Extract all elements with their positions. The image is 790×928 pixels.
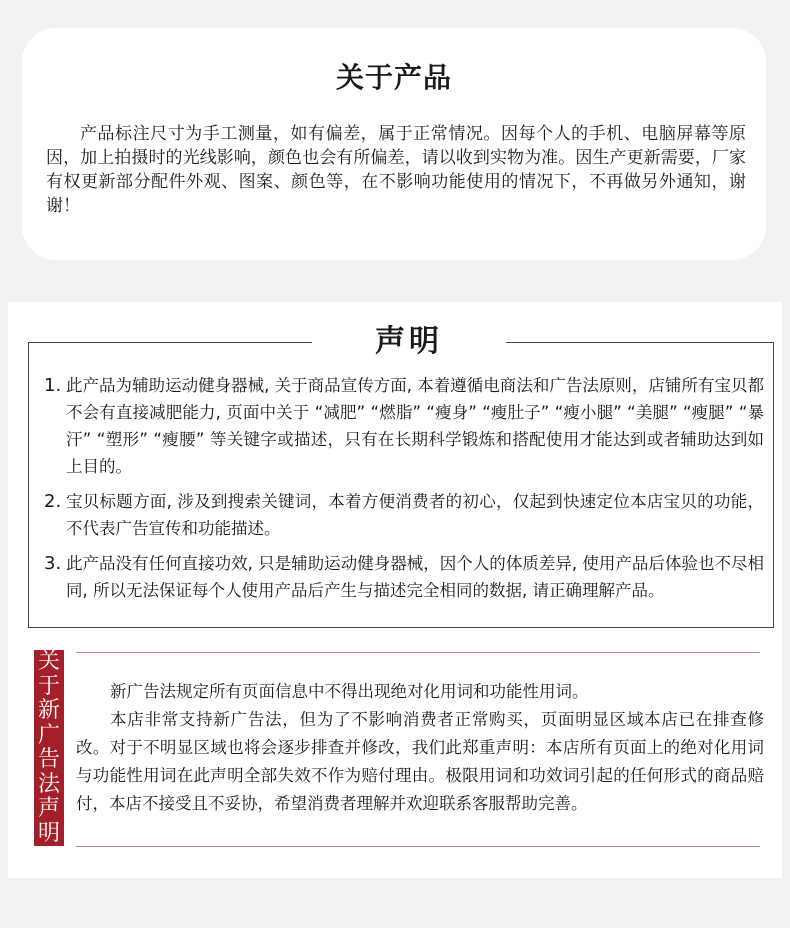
ad-law-divider-top bbox=[76, 652, 760, 653]
list-item bbox=[44, 550, 764, 604]
list-item-text: 此产品没有任何直接功效, 只是辅助运动健身器械，因个人的体质差异, 使用产品后体验也不尽相同, 所以无法保证每个人使用产品后产生与描述完全相同的数据, 请正确理解产品。 bbox=[66, 554, 764, 600]
declaration-frame-top-right bbox=[506, 342, 774, 343]
about-product-body: 产品标注尺寸为手工测量，如有偏差，属于正常情况。因每个人的手机、电脑屏幕等原因，加上拍摄时的光线影响，颜色也会有所偏差，请以收到实物为准。因生产更新需要，厂家有权更新部分配件外观、图案、颜色等，在不影响功能使用的情况下，不再做另外通知，谢谢！ bbox=[46, 124, 746, 216]
ad-law-paragraph: 新广告法规定所有页面信息中不得出现绝对化用词和功能性用词。 bbox=[110, 682, 589, 701]
declaration-title: 声明 bbox=[375, 324, 443, 359]
list-item-text: 此产品为辅助运动健身器械, 关于商品宣传方面, 本着遵循电商法和广告法原则，店铺所有宝贝都不会有直接减肥能力, 页面中关于 “减肥” “燃脂” “瘦身” “瘦肚子” “瘦小腿” “美腿” “瘦腿” “暴汗” “塑形” “瘦腰” 等关键字或描述，只有在长期科学锻炼和搭配使用才能达到或者辅助达到如上目的。 bbox=[66, 376, 764, 476]
ad-law-body bbox=[76, 678, 764, 818]
about-product-card bbox=[22, 28, 766, 260]
list-item bbox=[44, 372, 764, 480]
ad-law-paragraph: 本店非常支持新广告法，但为了不影响消费者正常购买，页面明显区域本店已在排查修改。对于不明显区域也将会逐步排查并修改，我们此郑重声明：本店所有页面上的绝对化用词与功能性用词在此声明全部失效不作为赔付理由。极限用词和功效词引起的任何形式的商品赔付，本店不接受且不妥协，希望消费者理解并欢迎联系客服帮助完善。 bbox=[76, 710, 764, 813]
list-item bbox=[44, 488, 764, 542]
about-product-title: 关于产品 bbox=[335, 61, 452, 94]
list-item-number: 2. bbox=[44, 491, 62, 512]
list-item-text: 宝贝标题方面, 涉及到搜索关键词，本着方便消费者的初心，仅起到快速定位本店宝贝的功能，不代表广告宣传和功能描述。 bbox=[66, 492, 764, 538]
declaration-list bbox=[44, 372, 764, 612]
declaration-section bbox=[8, 302, 782, 878]
declaration-frame-top-left bbox=[28, 342, 312, 343]
ad-law-divider-bottom bbox=[76, 846, 760, 847]
list-item-number: 3. bbox=[44, 553, 62, 574]
list-item-number: 1. bbox=[44, 375, 62, 396]
ad-law-tag: 关于新广告法声明 bbox=[34, 650, 64, 846]
